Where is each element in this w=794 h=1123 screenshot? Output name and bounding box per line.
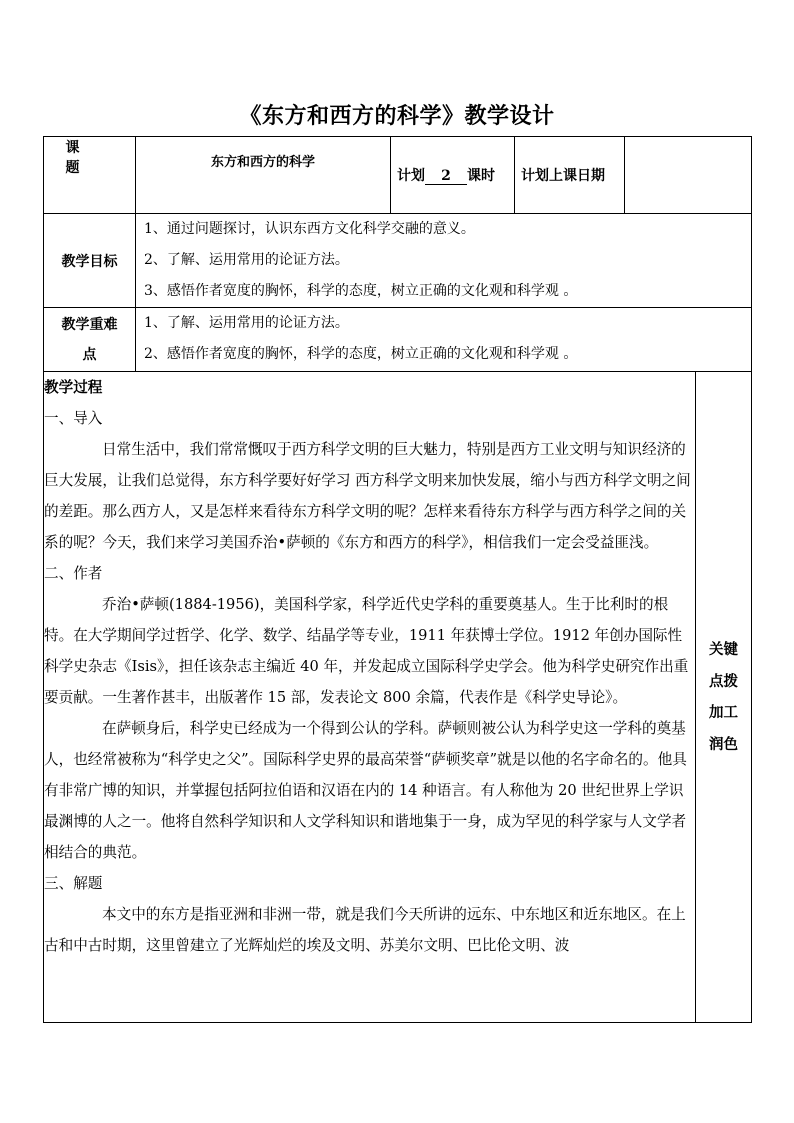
process-row: [44, 372, 752, 1023]
key-points-row: [44, 308, 752, 372]
goals-content-cell: [136, 214, 752, 308]
side-note-line: 点拨: [709, 672, 738, 690]
plan-suffix: 课时: [467, 168, 495, 184]
goals-label: 教学目标: [61, 253, 118, 270]
side-note-line: 加工: [709, 704, 738, 721]
date-value-cell: [625, 137, 752, 214]
plan-hours-cell: [391, 137, 515, 214]
section2-para1: 乔治•萨顿(1884-1956)，美国科学家，科学近代史学科的重要奠基人。生于比利时的根特。在大学期间学过哲学、化学、数学、结晶学等专业，1911 年获博士学位。1912 年创办国际性科学史杂志《Isis》，担任该杂志主编近 40 年，并发起成立国际科学史学会。他为科学史研究作出重要贡献。一生著作甚丰，出版著作 15 部，发表论文 800 余篇，代表作是《科学史导论》。: [44, 596, 689, 706]
side-note-line: 润色: [709, 735, 738, 753]
key-points-label-line1: 教学重难: [61, 316, 118, 333]
section1-text: 日常生活中，我们常常慨叹于西方科学文明的巨大魅力，特别是西方工业文明与知识经济的巨大发展，让我们总觉得，东方科学要好好学习 西方科学文明来加快发展，缩小与西方科学文明之间的差距。那么西方人，又是怎样来看待东方科学文明的呢？怎样来看待东方科学与西方科学之间的关系的呢？今天，我们来学习美国乔治•萨顿的《东方和西方的科学》，相信我们一定会受益匪浅。: [44, 441, 691, 551]
goal-item: 3、感悟作者宽度的胸怀，科学的态度，树立正确的文化观和科学观 。: [144, 283, 578, 299]
section2-para2: 在萨顿身后，科学史已经成为一个得到公认的学科。萨顿则被公认为科学史这一学科的奠基人，也经常被称为“科学史之父”。国际科学史界的最高荣誉“萨顿奖章”就是以他的名字命名的。他具有非常广博的知识，并掌握包括阿拉伯语和汉语在内的 14 种语言。有人称他为 20 世纪世界上学识最渊博的人之一。他将自然科学知识和人文学科知识和谐地集于一身，成为罕见的科学家与人文学者相结合的典范。: [44, 720, 687, 861]
document-title: 《东方和西方的科学》教学设计: [239, 103, 555, 129]
key-points-label-line2: 点: [82, 346, 97, 363]
process-heading: 教学过程: [44, 379, 103, 396]
date-label-cell: [515, 137, 625, 214]
section1-heading: 一、导入: [44, 410, 103, 427]
key-points-label-cell: [44, 308, 136, 372]
goal-item: 1、通过问题探讨，认识东西方文化科学交融的意义。: [144, 221, 475, 237]
section3-heading: 三、解题: [44, 875, 103, 892]
lesson-plan-table: [43, 136, 752, 1023]
goal-item: 2、了解、运用常用的论证方法。: [144, 252, 349, 268]
key-points-content-cell: [136, 308, 752, 372]
key-point-item: 1、了解、运用常用的论证方法。: [144, 315, 349, 331]
plan-hours-value: 2: [425, 168, 467, 185]
section2-heading: 二、作者: [44, 565, 103, 582]
goals-label-cell: [44, 214, 136, 308]
topic-value: 东方和西方的科学: [210, 155, 315, 170]
key-point-item: 2、感悟作者宽度的胸怀，科学的态度，树立正确的文化观和科学观 。: [144, 346, 578, 362]
header-row: [44, 137, 752, 214]
plan-prefix: 计划: [397, 168, 425, 184]
goals-row: [44, 214, 752, 308]
section3-text: 本文中的东方是指亚洲和非洲一带，就是我们今天所讲的远东、中东地区和近东地区。在上古和中古时期，这里曾建立了光辉灿烂的埃及文明、苏美尔文明、巴比伦文明、波: [44, 906, 686, 954]
side-note-cell: [696, 372, 752, 1023]
process-content-cell: [44, 372, 696, 1023]
topic-label: 课 题: [65, 140, 114, 176]
date-label: 计划上课日期: [521, 168, 605, 184]
topic-value-cell: [136, 137, 391, 214]
topic-label-cell: [44, 137, 136, 214]
side-note-line: 关键: [709, 641, 738, 658]
